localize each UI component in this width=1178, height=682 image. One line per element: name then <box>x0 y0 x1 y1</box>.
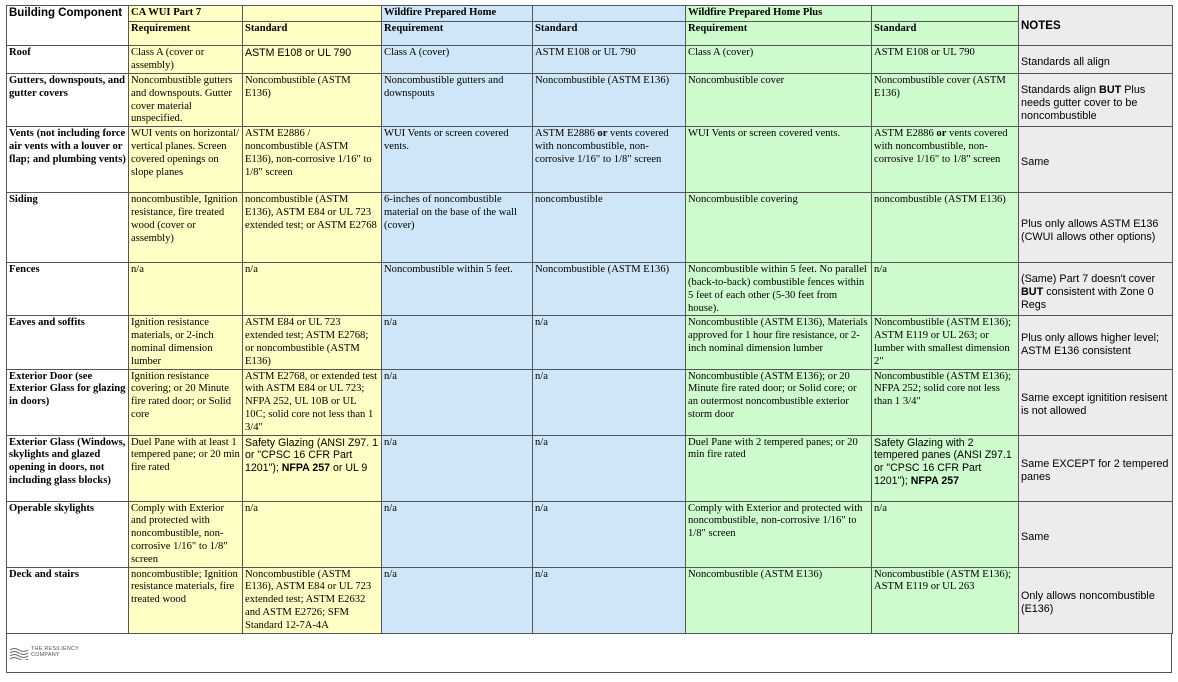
header-requirement: Requirement <box>129 22 243 46</box>
table-row <box>7 369 1173 435</box>
plus-standard-cell: ASTM E108 or UL 790 <box>872 46 1019 74</box>
wph-standard-cell: n/a <box>533 369 686 435</box>
ca-requirement-cell: n/a <box>129 263 243 316</box>
comparison-table <box>6 5 1173 634</box>
ca-requirement-cell: Class A (cover or assembly) <box>129 46 243 74</box>
plus-requirement-cell: Noncombustible within 5 feet. No parallel (back-to-back) combustible fences within 5 feet of each other (5-30 feet from house). <box>686 263 872 316</box>
plus-standard-cell: Noncombustible cover (ASTM E136) <box>872 74 1019 127</box>
notes-cell: Plus only allows ASTM E136 (CWUI allows other options) <box>1019 193 1173 263</box>
notes-cell: Same <box>1019 501 1173 567</box>
ca-requirement-cell: noncombustible; Ignition resistance materials, fire treated wood <box>129 567 243 633</box>
notes-cell: Only allows noncombustible (E136) <box>1019 567 1173 633</box>
wph-requirement-cell: n/a <box>382 316 533 369</box>
wph-standard-cell: n/a <box>533 435 686 501</box>
ca-standard-cell: n/a <box>243 263 382 316</box>
component-cell: Exterior Door (see Exterior Glass for glazing in doors) <box>7 369 129 435</box>
wph-requirement-cell: Noncombustible within 5 feet. <box>382 263 533 316</box>
ca-requirement-cell: Ignition resistance materials, or 2-inch nominal dimension lumber <box>129 316 243 369</box>
component-cell: Exterior Glass (Windows, skylights and glazed opening in doors, not including glass blocks) <box>7 435 129 501</box>
header-group-wph: Wildfire Prepared Home <box>382 6 533 22</box>
wph-requirement-cell: n/a <box>382 567 533 633</box>
ca-standard-cell: ASTM E2886 / noncombustible (ASTM E136), non-corrosive 1/16" to 1/8" screen <box>243 127 382 193</box>
notes-cell: Plus only allows higher level; ASTM E136 consistent <box>1019 316 1173 369</box>
standard-emphasis: NFPA 257 <box>281 462 331 475</box>
table-row <box>7 263 1173 316</box>
notes-emphasis: BUT <box>1021 285 1044 298</box>
logo-waves-icon <box>9 646 29 660</box>
component-cell: Eaves and soffits <box>7 316 129 369</box>
logo-line-1: THE RESILIENCY <box>31 646 80 652</box>
notes-text: consistent with Zone 0 Regs <box>1021 285 1154 311</box>
plus-standard-cell: n/a <box>872 501 1019 567</box>
wph-standard-cell <box>533 127 686 193</box>
standard-text: Safety Glazing (ANSI Z97. 1 or "CPSC 16 CFR Part 1201"); <box>245 436 379 475</box>
ca-standard-cell: ASTM E84 or UL 723 extended test; ASTM E2768; or noncombustible (ASTM E136) <box>243 316 382 369</box>
wph-standard-cell: noncombustible <box>533 193 686 263</box>
company-logo <box>9 646 129 664</box>
standard-text: ASTM E2886 <box>535 128 598 140</box>
plus-standard-cell: noncombustible (ASTM E136) <box>872 193 1019 263</box>
table-row <box>7 567 1173 633</box>
component-cell: Operable skylights <box>7 501 129 567</box>
logo-text <box>31 646 79 658</box>
plus-standard-cell: Noncombustible (ASTM E136); NFPA 252; solid core not less than 1 3/4" <box>872 369 1019 435</box>
header-requirement: Requirement <box>382 22 533 46</box>
wph-requirement-cell: n/a <box>382 435 533 501</box>
ca-requirement-cell: WUI vents on horizontal/ vertical planes. Screen covered openings on slope planes <box>129 127 243 193</box>
notes-text: (Same) Part 7 doesn't cover <box>1021 272 1156 285</box>
footer-area <box>6 633 1172 673</box>
notes-cell: Same <box>1019 127 1173 193</box>
ca-standard-cell: ASTM E108 or UL 790 <box>243 46 382 74</box>
ca-standard-cell: ASTM E2768, or extended test with ASTM E84 or UL 723; NFPA 252, UL 10B or UL 10C; solid core not less than 1 3/4" <box>243 369 382 435</box>
header-requirement: Requirement <box>686 22 872 46</box>
notes-text: Standards align <box>1021 83 1100 96</box>
standard-text: ASTM E2886 <box>874 128 937 140</box>
plus-standard-cell <box>872 127 1019 193</box>
table-row <box>7 46 1173 74</box>
standard-text: Safety Glazing with 2 tempered panes (ANSI Z97.1 or "CPSC 16 CFR Part 1201"); <box>874 436 1012 487</box>
component-cell: Siding <box>7 193 129 263</box>
wph-requirement-cell: WUI Vents or screen covered vents. <box>382 127 533 193</box>
header-notes: NOTES <box>1019 6 1173 46</box>
component-cell: Fences <box>7 263 129 316</box>
table-row <box>7 74 1173 127</box>
header-blank <box>243 6 382 22</box>
component-cell: Vents (not including force air vents with a louver or flap; and plumbing vents) <box>7 127 129 193</box>
plus-requirement-cell: Noncombustible cover <box>686 74 872 127</box>
plus-requirement-cell: Noncombustible covering <box>686 193 872 263</box>
standard-emphasis: or <box>936 128 947 140</box>
header-group-wph-plus: Wildfire Prepared Home Plus <box>686 6 872 22</box>
ca-requirement-cell: Duel Pane with at least 1 tempered pane; or 20 min fire rated <box>129 435 243 501</box>
notes-emphasis: BUT <box>1099 83 1122 96</box>
standard-text: vents covered with noncombustible, non-corrosive 1/16" to 1/8" screen <box>874 128 1008 165</box>
ca-standard-cell <box>243 435 382 501</box>
wph-standard-cell: n/a <box>533 501 686 567</box>
header-standard: Standard <box>243 22 382 46</box>
plus-requirement-cell: Noncombustible (ASTM E136), Materials approved for 1 hour fire resistance, or 2-inch nominal dimension lumber <box>686 316 872 369</box>
ca-standard-cell: Noncombustible (ASTM E136) <box>243 74 382 127</box>
logo-line-2: COMPANY <box>31 652 60 658</box>
table-row <box>7 193 1173 263</box>
wph-standard-cell: n/a <box>533 567 686 633</box>
ca-requirement-cell: noncombustible, Ignition resistance, fire treated wood (cover or assembly) <box>129 193 243 263</box>
standard-text: vents covered with noncombustible, non-corrosive 1/16" to 1/8" screen <box>535 128 669 165</box>
notes-cell: Standards all align <box>1019 46 1173 74</box>
component-cell: Gutters, downspouts, and gutter covers <box>7 74 129 127</box>
wph-standard-cell: ASTM E108 or UL 790 <box>533 46 686 74</box>
component-cell: Deck and stairs <box>7 567 129 633</box>
header-blank <box>872 6 1019 22</box>
table-row <box>7 316 1173 369</box>
table-row <box>7 435 1173 501</box>
notes-text: Plus needs gutter cover to be noncombustible <box>1021 83 1146 122</box>
header-standard: Standard <box>533 22 686 46</box>
notes-cell: Same EXCEPT for 2 tempered panes <box>1019 435 1173 501</box>
ca-requirement-cell: Ignition resistance covering; or 20 Minute fire rated door; or Solid core <box>129 369 243 435</box>
plus-standard-cell <box>872 435 1019 501</box>
plus-requirement-cell: Noncombustible (ASTM E136); or 20 Minute fire rated door; or Solid core; or an outermost noncombustible exterior storm door <box>686 369 872 435</box>
plus-requirement-cell: Noncombustible (ASTM E136) <box>686 567 872 633</box>
wph-standard-cell: n/a <box>533 316 686 369</box>
ca-standard-cell: Noncombustible (ASTM E136), ASTM E84 or UL 723 extended test; ASTM E2632 and ASTM E2726; SFM Standard 12-7A-4A <box>243 567 382 633</box>
wph-standard-cell: Noncombustible (ASTM E136) <box>533 74 686 127</box>
wph-requirement-cell: Class A (cover) <box>382 46 533 74</box>
wph-requirement-cell: Noncombustible gutters and downspouts <box>382 74 533 127</box>
ca-requirement-cell: Comply with Exterior and protected with noncombustible, non-corrosive 1/16" to 1/8" screen <box>129 501 243 567</box>
plus-requirement-cell: Duel Pane with 2 tempered panes; or 20 min fire rated <box>686 435 872 501</box>
component-cell: Roof <box>7 46 129 74</box>
wph-requirement-cell: n/a <box>382 501 533 567</box>
standard-emphasis: or <box>597 128 608 140</box>
notes-cell <box>1019 263 1173 316</box>
plus-requirement-cell: Class A (cover) <box>686 46 872 74</box>
wph-requirement-cell: n/a <box>382 369 533 435</box>
ca-standard-cell: noncombustible (ASTM E136), ASTM E84 or UL 723 extended test; or ASTM E2768 <box>243 193 382 263</box>
plus-standard-cell: Noncombustible (ASTM E136); ASTM E119 or UL 263 <box>872 567 1019 633</box>
table-row <box>7 127 1173 193</box>
header-group-ca-wui: CA WUI Part 7 <box>129 6 243 22</box>
notes-cell <box>1019 74 1173 127</box>
plus-requirement-cell: Comply with Exterior and protected with noncombustible, non-corrosive 1/16" to 1/8" screen <box>686 501 872 567</box>
plus-requirement-cell: WUI Vents or screen covered vents. <box>686 127 872 193</box>
plus-standard-cell: Noncombustible (ASTM E136); ASTM E119 or UL 263; or lumber with smallest dimension 2" <box>872 316 1019 369</box>
header-building-component: Building Component <box>7 6 129 46</box>
table-row <box>7 501 1173 567</box>
wph-requirement-cell: 6-inches of noncombustible material on the base of the wall (cover) <box>382 193 533 263</box>
standard-text: or UL 9 <box>330 462 368 475</box>
ca-requirement-cell: Noncombustible gutters and downspouts. Gutter cover material unspecified. <box>129 74 243 127</box>
notes-cell: Same except ignitition resisent is not allowed <box>1019 369 1173 435</box>
header-standard: Standard <box>872 22 1019 46</box>
header-blank <box>533 6 686 22</box>
wph-standard-cell: Noncombustible (ASTM E136) <box>533 263 686 316</box>
plus-standard-cell: n/a <box>872 263 1019 316</box>
ca-standard-cell: n/a <box>243 501 382 567</box>
standard-emphasis: NFPA 257 <box>910 474 960 487</box>
